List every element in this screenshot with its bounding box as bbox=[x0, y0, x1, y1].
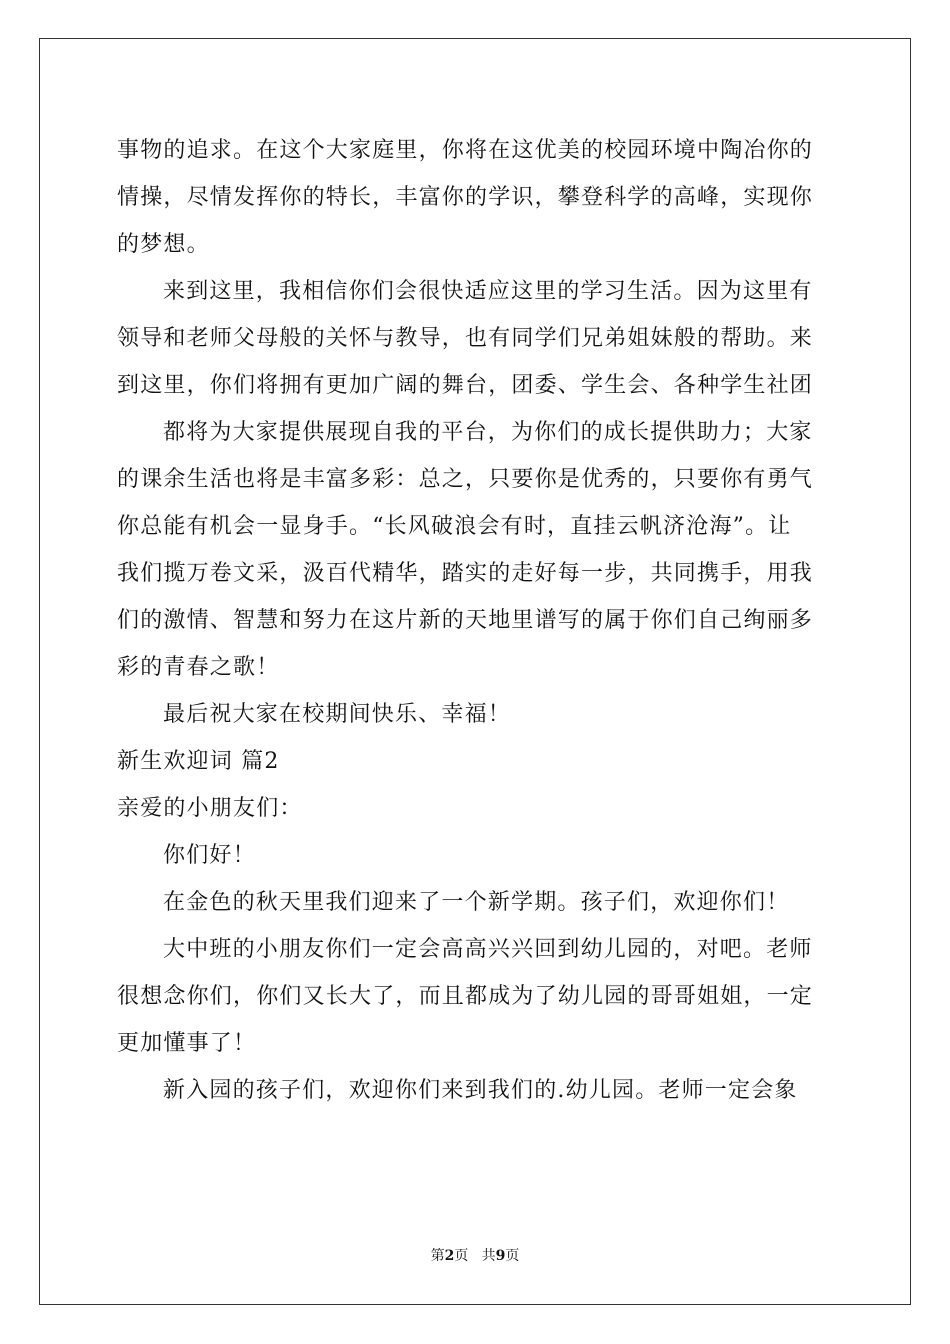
text-line: 到这里，你们将拥有更加广阔的舞台，团委、学生会、各种学生社团 bbox=[117, 373, 814, 398]
text-line: 都将为大家提供展现自我的平台，为你们的成长提供助力；大家 bbox=[163, 420, 813, 445]
text-line: 彩的青春之歌！ bbox=[117, 655, 280, 680]
footer-total-prefix: 共 bbox=[481, 1248, 496, 1264]
text-line: 的梦想。 bbox=[117, 232, 210, 257]
footer-total-suffix: 页 bbox=[505, 1248, 520, 1264]
text-line: 亲爱的小朋友们： bbox=[117, 796, 303, 821]
document-body bbox=[117, 127, 837, 1114]
footer-page-suffix: 页 bbox=[454, 1248, 469, 1264]
text-line: 最后祝大家在校期间快乐、幸福！ bbox=[163, 702, 512, 727]
text-line: 的课余生活也将是丰富多彩：总之，只要你是优秀的，只要你有勇气 bbox=[117, 467, 814, 492]
text-line: 我们揽万卷文采，汲百代精华，踏实的走好每一步，共同携手，用我 bbox=[117, 561, 814, 586]
footer-prefix: 第 bbox=[430, 1248, 445, 1264]
page-footer bbox=[0, 1247, 950, 1265]
text-line: 新入园的孩子们，欢迎你们来到我们的.幼儿园。老师一定会象 bbox=[163, 1078, 798, 1103]
text-line: 情操，尽情发挥你的特长，丰富你的学识，攀登科学的高峰，实现你 bbox=[117, 185, 814, 210]
text-line: 很想念你们，你们又长大了，而且都成为了幼儿园的哥哥姐姐，一定 bbox=[117, 984, 814, 1009]
text-line: 新生欢迎词 篇2 bbox=[117, 749, 280, 774]
text-line: 事物的追求。在这个大家庭里，你将在这优美的校园环境中陶冶你的 bbox=[117, 138, 814, 163]
text-line: 来到这里，我相信你们会很快适应这里的学习生活。因为这里有 bbox=[163, 279, 813, 304]
text-line: 你们好！ bbox=[163, 843, 256, 868]
text-line: 们的激情、智慧和努力在这片新的天地里谱写的属于你们自己绚丽多 bbox=[117, 608, 814, 633]
text-line: 在金色的秋天里我们迎来了一个新学期。孩子们，欢迎你们！ bbox=[163, 890, 790, 915]
current-page-number: 2 bbox=[444, 1248, 455, 1264]
text-line: 更加懂事了！ bbox=[117, 1031, 257, 1056]
text-line: 领导和老师父母般的关怀与教导，也有同学们兄弟姐妹般的帮助。来 bbox=[117, 326, 814, 351]
total-page-number: 9 bbox=[495, 1248, 506, 1264]
text-line: 你总能有机会一显身手。“长风破浪会有时，直挂云帆济沧海”。让 bbox=[117, 514, 792, 539]
text-line: 大中班的小朋友你们一定会高高兴兴回到幼儿园的，对吧。老师 bbox=[163, 937, 813, 962]
